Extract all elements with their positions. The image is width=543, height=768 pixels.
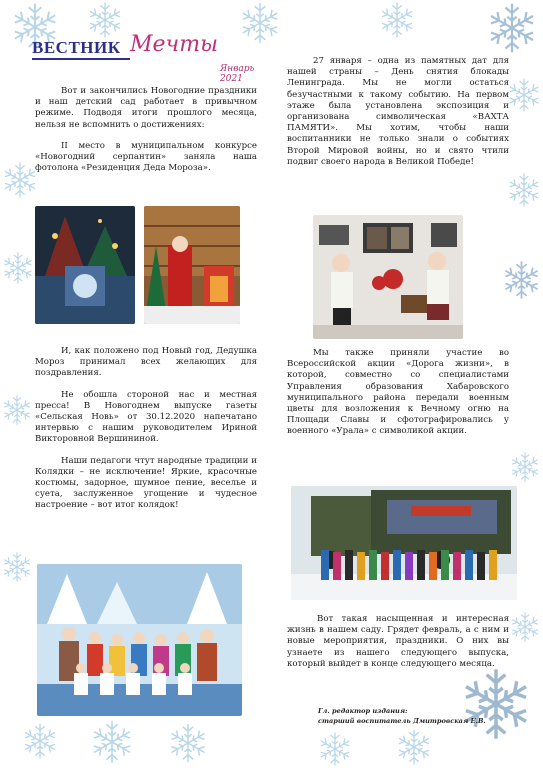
- contest-paragraph: II место в муниципальном конкурсе «Новогодний серпантин» заняла наша фотолона «Резиденция Деда Мороза».: [35, 140, 257, 174]
- editor-name: старший воспитатель Дмитровская Е.В.: [318, 717, 486, 725]
- newsletter-subtitle: Мечты: [130, 32, 219, 57]
- left-column-middle: [35, 346, 257, 512]
- snowflake-icon: [505, 60, 543, 130]
- snowflake-icon: [88, 716, 136, 768]
- snowflake-icon: [508, 600, 542, 654]
- left-column-top: [35, 86, 257, 174]
- snowflake-icon: [505, 160, 543, 220]
- title-underline: [32, 58, 130, 60]
- snowflake-icon: [484, 0, 540, 56]
- santa-paragraph: И, как положено под Новый год, Дедушка Мороз принимал всех желающих для поздравления.: [35, 346, 257, 379]
- truck-photo: [291, 486, 517, 600]
- newsletter-title: ВЕСТНИК: [32, 38, 121, 57]
- snowflake-icon: [0, 380, 34, 440]
- snowflake-icon: [20, 716, 60, 766]
- memorial-photo: [313, 215, 463, 339]
- snowflake-icon: [456, 664, 536, 744]
- snowflake-icon: [0, 540, 34, 594]
- editor-role: Гл. редактор издания:: [318, 707, 408, 715]
- masthead: [32, 32, 272, 84]
- issue-date: Январь 2021: [220, 64, 255, 84]
- right-column-middle: [287, 348, 509, 438]
- snowflake-icon: [0, 240, 36, 296]
- right-column-top: [287, 56, 509, 168]
- kolyadki-photo: [37, 564, 242, 716]
- intro-paragraph: Вот и закончились Новогодние праздники и наш детский сад работает в привычном режиме. Подводя итоги прошлого месяца, нельзя не вспомнить о достижениях:: [35, 86, 257, 130]
- snowflake-icon: [0, 150, 40, 210]
- kolyadki-paragraph: Наши педагоги чтут народные традиции и Колядки – не исключение! Яркие, красочные костюмы, задорное, шумное пение, веселье и суета, заслуженное угощение и чудесное настроение – вот итог колядок!: [35, 455, 257, 511]
- press-paragraph: Не обошла стороной нас и местная пресса! В Новогоднем выпуске газеты «Сельская Новь» от 30.12.2020 напечатано интервью с нашим руководителем Ириной Викторовной Вершининой.: [35, 389, 257, 445]
- snowflake-icon: [80, 0, 130, 40]
- snowflake-icon: [166, 718, 210, 768]
- residence-photo: [35, 206, 135, 324]
- snowflake-icon: [372, 0, 422, 40]
- road-of-life-paragraph: Мы также приняли участие во Всероссийской акции «Дорога жизни», в которой, совместно со специалистами Управления образования Хабаровского муниципального района передали военным цветы для возложения к Вечному огню на Площади Славы и сфотографировались у военного «Урала» с символикой акции.: [287, 348, 509, 437]
- editor-signature: [318, 706, 528, 726]
- closing-paragraph: Вот такая насыщенная и интересная жизнь в нашем саду. Грядет февраль, а с ним и новые мероприятия, праздники. О них вы узнаете из нашего следующего выпуска, который выйдет в конце следующего месяца.: [287, 614, 509, 669]
- snowflake-icon: [500, 248, 543, 312]
- blockade-paragraph: 27 января – одна из памятных дат для нашей страны – День снятия блокады Ленинграда. Мы не могли остаться безучастными к такому событию. На первом этаже была установлена экспозиция и организована символическая «ВАХТА ПАМЯТИ». Мы хотим, чтобы наши воспитанники не только знали о событиях Второй Мировой войны, но и свято чтили подвиг своего народа в Великой Победе!: [287, 56, 509, 167]
- snowflake-icon: [394, 726, 434, 768]
- santa-photo: [144, 206, 240, 324]
- right-column-bottom: [287, 614, 509, 670]
- snowflake-icon: [316, 730, 354, 768]
